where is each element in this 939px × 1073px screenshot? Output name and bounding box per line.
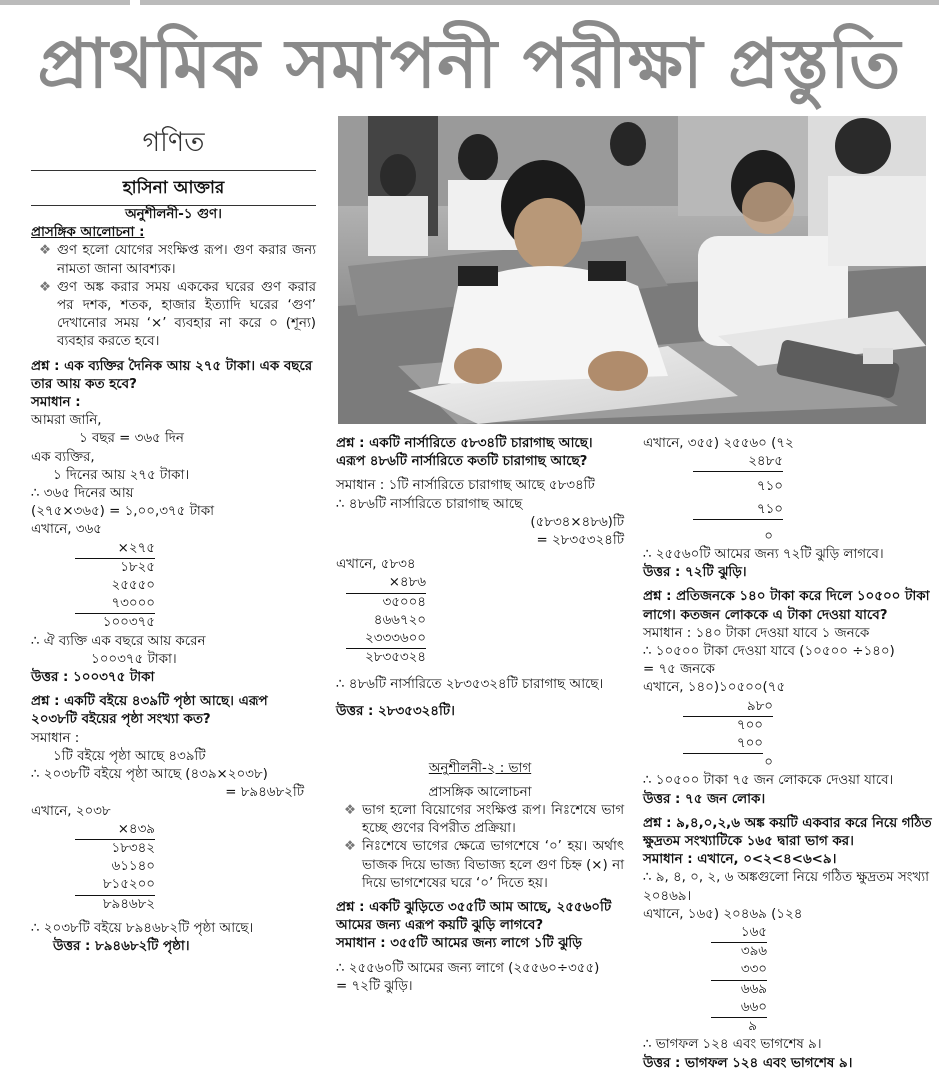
conclusion: ১০০৩৭৫ টাকা। [91, 651, 177, 667]
calc-line: ×৪৩৯ [75, 821, 155, 840]
diamond-bullet-icon: ❖ [344, 839, 357, 855]
division-head: এখানে, ৩৫৫) ২৫৫৬০ (৭২ [643, 436, 794, 451]
calc-line: ২৫৫৫০ [111, 578, 155, 594]
diamond-bullet-icon: ❖ [39, 279, 52, 295]
solution-line: (৫৮৩৪×৪৮৬)টি [530, 514, 624, 530]
diamond-bullet-icon: ❖ [39, 243, 52, 259]
division-working [643, 698, 935, 773]
author-name: হাসিনা আক্তার [122, 178, 225, 198]
answer: উত্তর : ৭২টি ঝুড়ি। [643, 565, 747, 581]
solution-line: সমাধান : ১টি নার্সারিতে চারাগাছ আছে ৫৮৩৪টি [336, 478, 595, 494]
answer: উত্তর : ২৮৩৫৩২৪টি। [336, 704, 455, 720]
column-3 [643, 435, 935, 1073]
solution-line: ১ বছর = ৩৬৫ দিন [79, 431, 184, 447]
calc-line: ৮১৫২০০ [75, 876, 155, 895]
solution-label: সমাধান : [31, 395, 81, 411]
solution-line: এখানে, ২০৩৮ [31, 803, 111, 819]
calc-remainder: ০ [764, 755, 773, 771]
solution-line: এখানে, ১৬৫) ২০৪৬৯ (১২৪ [643, 906, 803, 922]
calc-result: ১০০৩৭৫ [102, 615, 155, 631]
calc-line: ৬৬৯ [740, 981, 767, 997]
solution-line: = ৮৯৪৬৮২টি [225, 785, 304, 801]
list-item [31, 279, 316, 352]
calc-line: ×২৭৫ [75, 540, 155, 559]
solution-line: = ৭৫ জনকে [643, 662, 715, 678]
calc-result: ৮৯৪৬৮২ [102, 896, 155, 912]
calc-line: ২৩৩৩৬০০ [346, 630, 426, 649]
exercise-title: অনুশীলনী-১ গুণ। [125, 207, 222, 222]
division-working [643, 924, 935, 1036]
conclusion: ∴ ১০৫০০ টাকা ৭৫ জন লোককে দেওয়া যাবে। [643, 773, 894, 789]
calc-line: ৩৯৬ [740, 944, 767, 960]
context-heading: প্রাসঙ্গিক আলোচনা : [31, 225, 145, 241]
list-item [336, 802, 624, 838]
calc-line: ১৬৫ [711, 924, 767, 943]
question: প্রশ্ন : একটি নার্সারিতে ৫৮৩৪টি চারাগাছ আছে। এরূপ ৪৮৬টি নার্সারিতে কতটি চারাগাছ আছে? [336, 436, 593, 470]
solution-line: এখানে, ৩৬৫ [31, 522, 102, 538]
calc-line: ×৪৮৬ [346, 574, 426, 593]
calc-result: ২৮৩৫৩২৪ [365, 650, 426, 666]
diamond-bullet-icon: ❖ [344, 803, 357, 819]
calc-line: ৭১০ [756, 479, 783, 495]
solution-line: ∴ ১০৫০০ টাকা দেওয়া যাবে (১০৫০০ ÷১৪০) [643, 644, 895, 660]
multiplication-working [31, 821, 316, 914]
solution-line: ১ দিনের আয় ২৭৫ টাকা। [53, 467, 190, 483]
calc-line: ৪৬৬৭২০ [373, 612, 426, 628]
solution-line: সমাধান : এখানে, ০<২<৪<৬<৯। [643, 852, 837, 868]
column-2 [336, 435, 624, 996]
calc-remainder: ০ [764, 528, 773, 544]
solution-line: ∴ ২৫৫৬০টি আমের জন্য লাগে (২৫৫৬০÷৩৫৫) [336, 960, 600, 976]
calc-line: ৭৩০০০ [75, 595, 155, 614]
calc-line: ৩৩০ [711, 961, 767, 980]
conclusion: ∴ ২০৩৮টি বইয়ে ৮৯৪৬৮২টি পৃষ্ঠা আছে। [31, 920, 254, 936]
answer: উত্তর : ভাগফল ১২৪ এবং ভাগশেষ ৯। [643, 1055, 853, 1071]
column-1 [31, 120, 316, 956]
division-working [643, 453, 935, 546]
solution-line: = ২৮৩৫৩২৪টি [536, 533, 624, 549]
bullet-text: গুণ অঙ্ক করার সময় এককের ঘরের গুণ করার পর দশক, শতক, হাজার ইত্যাদি ঘরের ‘গুণ’ দেখানোর সময় ‘×’ ব্যবহার না করে ০ (শূন্য) ব্যবহার করতে হবে। [57, 279, 316, 350]
question: প্রশ্ন : প্রতিজনকে ১৪০ টাকা করে দিলে ১০৫০০ টাকা লাগে। কতজন লোককে এ টাকা দেওয়া যাবে? [643, 589, 930, 623]
question: প্রশ্ন : একটি বইয়ে ৪৩৯টি পৃষ্ঠা আছে। এরূপ ২০৩৮টি বইয়ের পৃষ্ঠা সংখ্যা কত? [31, 694, 268, 728]
solution-line: ∴ ২০৩৮টি বইয়ে পৃষ্ঠা আছে (৪৩৯×২০৩৮) [31, 767, 268, 783]
question: প্রশ্ন : একটি ঝুড়িতে ৩৫৫টি আম আছে, ২৫৫৬০টি আমের জন্য এরূপ কয়টি ঝুড়ি লাগবে? [336, 900, 612, 934]
question: প্রশ্ন : ৯,৪,০,২,৬ অঙ্ক কয়টি একবার করে নিয়ে গঠিত ক্ষুদ্রতম সংখ্যাটিকে ১৬৫ দ্বারা ভাগ কর। [643, 815, 932, 850]
calc-line: ৯৮০ [683, 698, 773, 717]
answer: উত্তর : ৭৫ জন লোক। [643, 791, 766, 807]
top-rule-left [0, 0, 130, 5]
solution-line: ∴ ৪৮৬টি নার্সারিতে চারাগাছ আছে [336, 496, 523, 512]
calc-line: ৭০০ [736, 717, 763, 733]
solution-label: সমাধান : [31, 730, 80, 746]
calc-line: ২৪৮৫ [693, 453, 783, 472]
multiplication-working [31, 540, 316, 633]
solution-line: (২৭৫×৩৬৫) = ১,০০,৩৭৫ টাকা [31, 504, 215, 520]
bullet-text: গুণ হলো যোগের সংক্ষিপ্ত রূপ। গুণ করার জন্য নামতা জানা আবশ্যক। [57, 243, 316, 277]
solution-line: এখানে, ১৪০)১০৫০০(৭৫ [643, 680, 786, 696]
solution-line: এখানে, ৫৮৩৪ [336, 557, 416, 573]
bullet-text: নিঃশেষে ভাগের ক্ষেত্রে ভাগশেষে ‘০’ হয়। অর্থাৎ ভাজক দিয়ে ভাজ্য বিভাজ্য হলে গুণ চিহ্ন (×) না দিয়ে ভাগশেষের ঘরে ‘০’ দিতে হয়। [362, 839, 624, 891]
list-item [31, 242, 316, 278]
bullet-text: ভাগ হলো বিয়োগের সংক্ষিপ্ত রূপ। নিঃশেষে ভাগ হচ্ছে গুণের বিপরীত প্রক্রিয়া। [362, 803, 624, 837]
calc-line: ৩৫০০৪ [382, 594, 426, 610]
calc-line: ৬১১৪০ [111, 859, 155, 875]
conclusion: ∴ ঐ ব্যক্তি এক বছরে আয় করেন [31, 633, 206, 649]
classroom-photo [338, 116, 926, 424]
multiplication-working [336, 574, 624, 667]
solution-line: সমাধান : ১৪০ টাকা দেওয়া যাবে ১ জনকে [643, 625, 870, 641]
calc-line: ৭১০ [693, 501, 783, 520]
question: প্রশ্ন : এক ব্যক্তির দৈনিক আয় ২৭৫ টাকা। এক বছরে তার আয় কত হবে? [31, 358, 313, 392]
solution-line: আমরা জানি, [31, 413, 102, 429]
solution-line: সমাধান : ৩৫৫টি আমের জন্য লাগে ১টি ঝুড়ি [336, 936, 582, 952]
exercise-title: অনুশীলনী-২ : ভাগ [428, 760, 532, 776]
calc-line: ১৮৩৪২ [111, 840, 155, 856]
top-rule-right [140, 0, 939, 5]
calc-remainder: ৯ [748, 1019, 757, 1035]
conclusion: ∴ ৪৮৬টি নার্সারিতে ২৮৩৫৩২৪টি চারাগাছ আছে। [336, 677, 604, 693]
solution-line: এক ব্যক্তির, [31, 449, 95, 465]
solution-line: = ৭২টি ঝুড়ি। [336, 978, 413, 994]
conclusion: ∴ ভাগফল ১২৪ এবং ভাগশেষ ৯। [643, 1037, 822, 1053]
context-heading: প্রাসঙ্গিক আলোচনা [428, 784, 532, 800]
solution-line: ∴ ৯, ৪, ০, ২, ৬ অঙ্কগুলো নিয়ে গঠিত ক্ষুদ্রতম সংখ্যা ২০৪৬৯। [643, 870, 930, 904]
subject-title: গণিত [142, 127, 205, 158]
page-headline: প্রাথমিক সমাপনী পরীক্ষা প্রস্তুতি [37, 25, 902, 104]
solution-line: ১টি বইয়ে পৃষ্ঠা আছে ৪৩৯টি [53, 748, 206, 764]
calc-line: ১৮২৫ [120, 559, 155, 575]
solution-line: ∴ ৩৬৫ দিনের আয় [31, 486, 134, 502]
answer: উত্তর : ৮৯৪৬৮২টি পৃষ্ঠা। [53, 938, 190, 954]
conclusion: ∴ ২৫৫৬০টি আমের জন্য ৭২টি ঝুড়ি লাগবে। [643, 547, 884, 563]
calc-line: ৬৬০ [711, 999, 767, 1018]
list-item [336, 838, 624, 893]
answer: উত্তর : ১০০৩৭৫ টাকা [31, 670, 155, 686]
calc-line: ৭০০ [683, 735, 763, 754]
